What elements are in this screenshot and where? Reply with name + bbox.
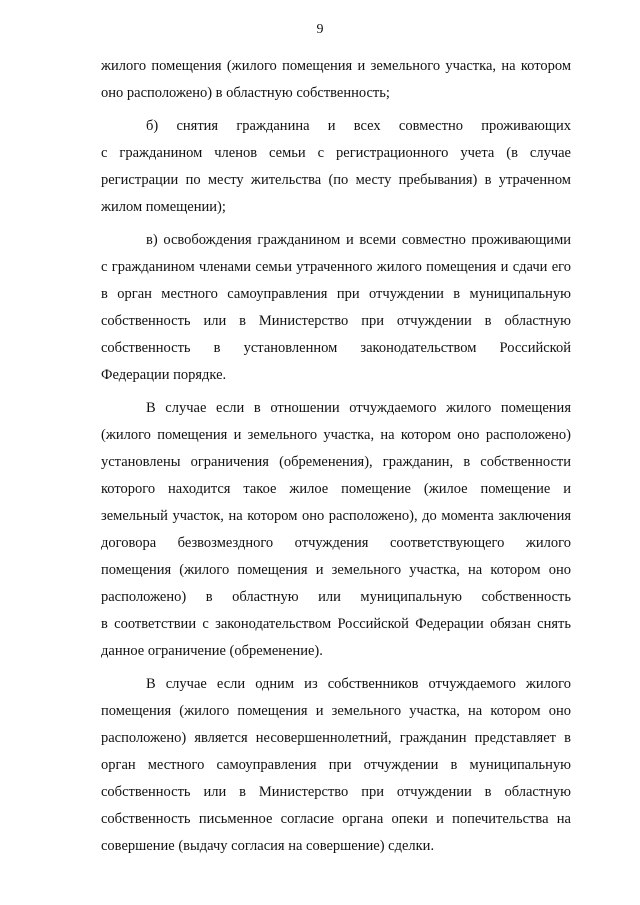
text-line: Федерации порядке. [101,367,227,383]
text-line: жилом помещении); [101,199,226,215]
text-line: данное ограничение (обременение). [101,643,323,659]
text-line: оно расположено) в областную собственность; [101,85,390,101]
text-line: помещения (жилого помещения и земельного участка, на котором оно [101,562,571,578]
text-line: В случае если одним из собственников отчуждаемого жилого [146,676,571,692]
text-line: которого находится такое жилое помещение (жилое помещение и [101,481,571,497]
text-line: совершение (выдачу согласия на совершение) сделки. [101,838,435,854]
text-line: собственность или в Министерство при отчуждении в областную [101,313,571,329]
text-line: регистрации по месту жительства (по месту пребывания) в утраченном [101,172,571,188]
text-line: собственность или в Министерство при отчуждении в областную [101,784,571,800]
text-line: собственность письменное согласие органа опеки и попечительства на [101,811,571,827]
text-line: В случае если в отношении отчуждаемого жилого помещения [146,400,571,416]
page-number: 9 [316,22,324,37]
text-line: расположено) в областную или муниципальную собственность [101,589,571,605]
text-line: в орган местного самоуправления при отчуждении в муниципальную [101,286,571,302]
text-line: (жилого помещения и земельного участка, на котором оно расположено) [101,427,571,443]
text-line: земельный участок, на котором оно расположено), до момента заключения [101,508,571,524]
paragraph [101,395,571,665]
text-line: с гражданином членами семьи утраченного жилого помещения и сдачи его [101,259,571,275]
text-line: собственность в установленном законодательством Российской [101,340,571,356]
text-line: б) снятия гражданина и всех совместно проживающих [146,118,571,134]
paragraph [101,113,571,221]
text-line: договора безвозмездного отчуждения соответствующего жилого [101,535,571,551]
text-line: помещения (жилого помещения и земельного участка, на котором оно [101,703,571,719]
text-line: установлены ограничения (обременения), гражданин, в собственности [101,454,571,470]
text-line: орган местного самоуправления при отчуждении в муниципальную [101,757,571,773]
document-body [101,53,571,860]
text-line: расположено) является несовершеннолетний, гражданин представляет в [101,730,571,746]
text-line: в) освобождения гражданином и всеми совместно проживающими [146,232,571,248]
paragraph [101,227,571,389]
paragraph [101,53,571,107]
text-line: в соответствии с законодательством Российской Федерации обязан снять [101,616,571,632]
text-line: с гражданином членов семьи с регистрационного учета (в случае [101,145,571,161]
paragraph [101,671,571,860]
text-line: жилого помещения (жилого помещения и земельного участка, на котором [101,58,571,74]
